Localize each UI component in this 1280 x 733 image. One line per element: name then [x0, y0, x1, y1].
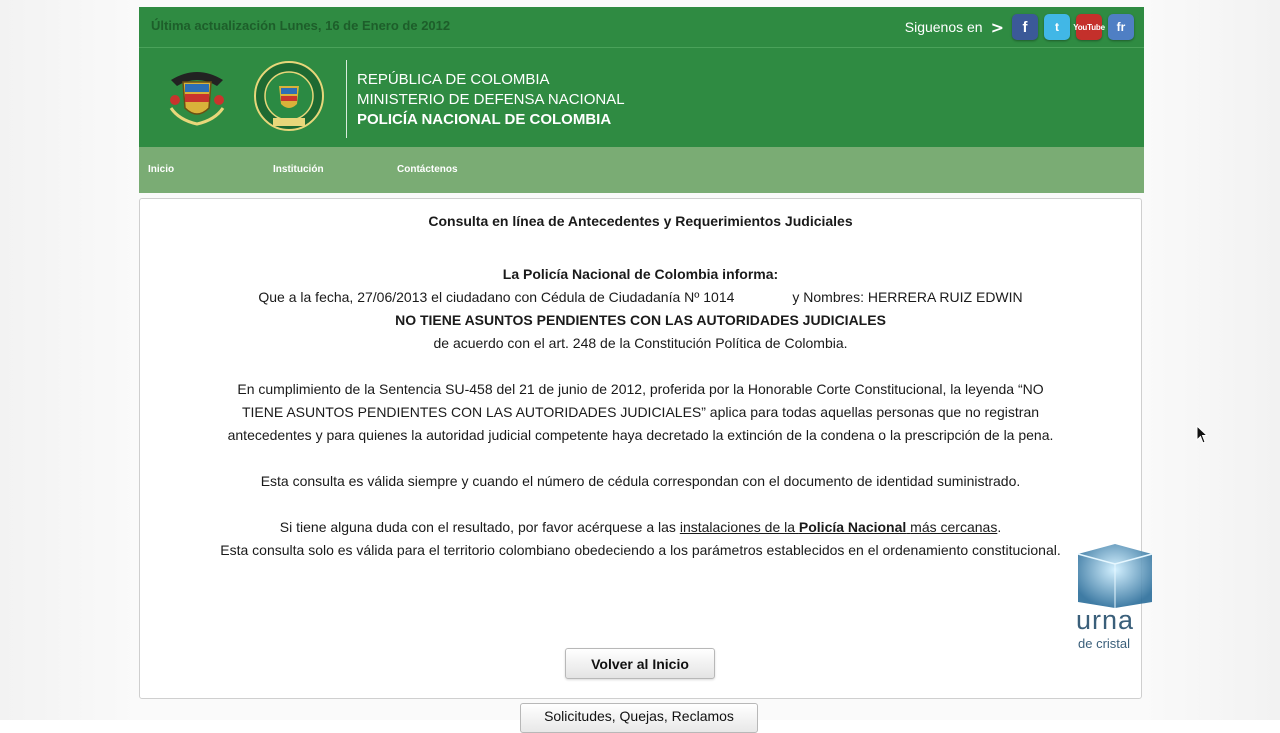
follow-arrow-icon: > — [990, 17, 1004, 37]
top-bar — [139, 7, 1144, 47]
twitter-icon[interactable]: t — [1044, 14, 1070, 40]
citizen-id-text: Que a la fecha, 27/06/2013 el ciudadano con Cédula de Ciudadanía Nº 1014 — [258, 289, 735, 305]
brand-title — [357, 70, 625, 130]
page-title: Consulta en línea de Antecedentes y Requerimientos Judiciales — [428, 213, 853, 229]
doubt-prefix: Si tiene alguna duda con el resultado, por favor acérquese a las — [279, 519, 676, 535]
brand-line-police: POLICÍA NACIONAL DE COLOMBIA — [357, 111, 612, 128]
result-panel — [139, 198, 1142, 699]
follow-label: Siguenos en — [904, 19, 983, 35]
site-container — [139, 7, 1144, 724]
nav-item-institucion[interactable]: Institución — [273, 164, 324, 175]
mouse-cursor-icon — [1196, 425, 1208, 445]
watermark-name: urna — [1076, 605, 1135, 635]
doubt-suffix: . — [997, 519, 1002, 535]
link-part-1: instalaciones de la — [679, 519, 796, 535]
citizen-line — [140, 286, 1141, 309]
main-nav — [139, 147, 1144, 193]
status-text: NO TIENE ASUNTOS PENDIENTES CON LAS AUTORIDADES JUDICIALES — [395, 312, 886, 328]
doubt-line — [140, 516, 1141, 539]
territory-text: Esta consulta solo es válida para el territorio colombiano obedeciendo a los parámetros establecidos en el ordenamiento constitucional. — [220, 542, 1061, 558]
link-part-3: más cercanas — [910, 519, 998, 535]
last-updated-text: Última actualización Lunes, 16 de Enero de 2012 — [151, 18, 451, 33]
brand-line-republic: REPÚBLICA DE COLOMBIA — [357, 71, 550, 88]
coat-of-arms-icon — [161, 60, 233, 132]
nav-item-contactenos[interactable]: Contáctenos — [397, 164, 458, 175]
watermark-sub: de cristal — [1078, 636, 1131, 651]
nav-item-inicio[interactable]: Inicio — [148, 164, 175, 175]
brand-divider — [346, 60, 347, 138]
link-part-2: Policía Nacional — [798, 519, 907, 535]
validity-text: Esta consulta es válida siempre y cuando el número de cédula correspondan con el documento de identidad suministrado. — [260, 473, 1021, 489]
article-text: de acuerdo con el art. 248 de la Constitución Política de Colombia. — [433, 335, 848, 351]
urna-de-cristal-watermark — [1070, 540, 1160, 655]
police-seal-icon — [253, 60, 325, 132]
police-locations-link[interactable] — [680, 519, 998, 535]
facebook-icon[interactable]: f — [1012, 14, 1038, 40]
brand-header — [139, 47, 1144, 148]
citizen-names-text: y Nombres: HERRERA RUIZ EDWIN — [792, 289, 1023, 305]
friendfeed-icon[interactable]: fr — [1108, 14, 1134, 40]
sentence-line-1: En cumplimiento de la Sentencia SU-458 del 21 de junio de 2012, proferida por la Honorable Corte Constitucional, la leyenda “NO — [237, 381, 1044, 397]
informs-heading: La Policía Nacional de Colombia informa: — [502, 266, 779, 282]
requests-complaints-button[interactable]: Solicitudes, Quejas, Reclamos — [520, 703, 758, 733]
back-to-home-button[interactable]: Volver al Inicio — [565, 648, 715, 679]
sentence-line-3: antecedentes y para quienes la autoridad judicial competente haya decretado la extinción de la condena o la prescripción de la pena. — [227, 427, 1054, 443]
brand-line-ministry: MINISTERIO DE DEFENSA NACIONAL — [357, 91, 625, 108]
social-links — [905, 14, 1134, 40]
crystal-cube-icon — [1070, 540, 1160, 610]
sentence-line-2: TIENE ASUNTOS PENDIENTES CON LAS AUTORIDADES JUDICIALES” aplica para todas aquellas personas que no registran — [241, 404, 1040, 420]
youtube-icon[interactable]: YouTube — [1076, 14, 1102, 40]
